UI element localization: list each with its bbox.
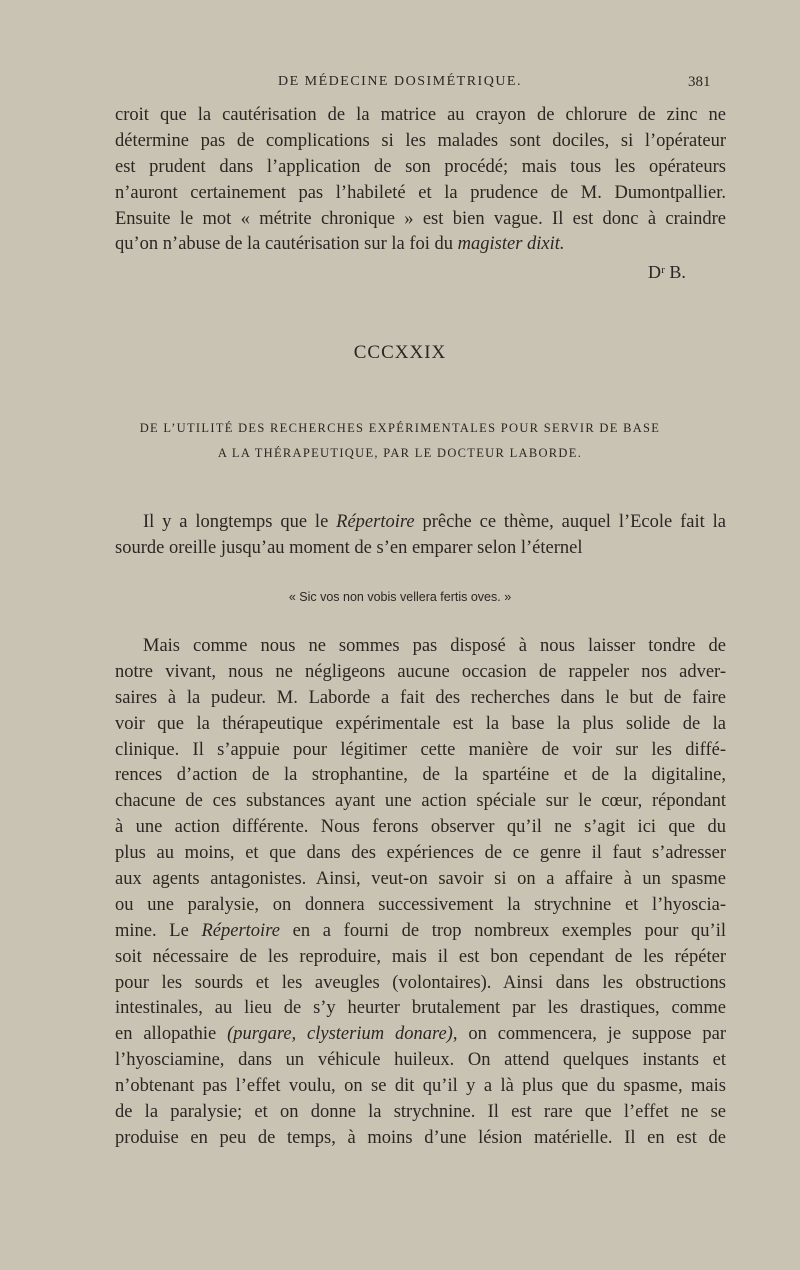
text-line [115, 919, 726, 945]
text-line: Ensuite le mot « métrite chronique » est bien vague. Il est donc à craindre [115, 208, 726, 229]
article-title-line: A LA THÉRAPEUTIQUE, PAR LE DOCTEUR LABORDE. [217, 446, 583, 460]
intro-paragraph [115, 103, 726, 258]
paragraph-2 [115, 634, 726, 1152]
text-line: pour les sourds et les aveugles (volontaires). Ainsi dans les obstructions [115, 972, 726, 993]
text-line: plus au moins, et que dans des expériences de ce genre il faut s’adresser [115, 843, 726, 864]
text-fragment: mine. Le [115, 920, 202, 941]
text-line [115, 1022, 726, 1048]
text-line: rences d’action de la strophantine, de la spartéine et de la digitaline, [115, 765, 726, 786]
text-line: croit que la cautérisation de la matrice au crayon de chlorure de zinc ne [115, 105, 726, 125]
text-line: ou une paralysie, on donnera successivement la strychnine et l’hyoscia- [115, 894, 726, 915]
italic-text: Répertoire [336, 512, 415, 532]
text-line: Mais comme nous ne sommes pas disposé à nous laisser tondre de [143, 636, 726, 656]
text-line [115, 510, 726, 536]
signature: Dʳ B. [648, 262, 686, 282]
text-line: notre vivant, nous ne négligeons aucune occasion de rappeler nos adver- [115, 661, 726, 682]
text-line: intestinales, au lieu de s’y heurter brutalement par les drastiques, comme [115, 998, 726, 1019]
text-line: n’obtenant pas l’effet voulu, on se dit qu’il y a là plus que du spasme, mais [115, 1076, 726, 1097]
epigraph: « Sic vos non vobis vellera fertis oves. » [288, 590, 512, 604]
text-line: aux agents antagonistes. Ainsi, veut-on savoir si on a affaire à un spasme [115, 869, 726, 890]
chapter-number: CCCXXIX [353, 342, 447, 363]
text-line: soit nécessaire de les reproduire, mais il est bon cependant de les répéter [115, 946, 726, 967]
italic-text: Répertoire [201, 920, 280, 941]
text-fragment: , on commencera, je suppose par [452, 1024, 726, 1045]
text-line: est prudent dans l’application de son procédé; mais tous les opérateurs [115, 156, 726, 177]
text-line: détermine pas de complications si les malades sont dociles, si l’opérateur [115, 130, 726, 151]
text-fragment: en allopathie [115, 1024, 228, 1045]
text-line: l’hyosciamine, dans un véhicule huileux. On attend quelques instants et [115, 1050, 726, 1071]
text-fragment: en a fourni de trop nombreux exemples pour qu’il [279, 920, 726, 941]
text-line [115, 232, 726, 258]
text-line: sourde oreille jusqu’au moment de s’en emparer selon l’éternel [115, 537, 583, 558]
italic-text: (purgare, clysterium donare) [227, 1024, 453, 1045]
text-line: à une action différente. Nous ferons observer qu’il ne s’agit ici que du [115, 817, 726, 838]
text-line: n’auront certainement pas l’habileté et la prudence de M. Dumontpallier. [115, 182, 726, 203]
text-line: voir que la thérapeutique expérimentale est la base la plus solide de la [115, 713, 726, 734]
article-title-line: DE L’UTILITÉ DES RECHERCHES EXPÉRIMENTALES POUR SERVIR DE BASE [139, 421, 661, 435]
text-line: chacune de ces substances ayant une action spéciale sur le cœur, répondant [115, 791, 726, 812]
page-number: 381 [688, 74, 711, 90]
italic-text: magister dixit. [457, 234, 565, 255]
text-line: de la paralysie; et on donne la strychnine. Il est rare que l’effet ne se [115, 1102, 726, 1123]
paragraph-1 [115, 510, 726, 562]
article-title [0, 416, 800, 466]
text-fragment: Il y a longtemps que le [143, 512, 337, 532]
text-line: saires à la pudeur. M. Laborde a fait des recherches dans le but de faire [115, 687, 726, 708]
text-line: clinique. Il s’appuie pour légitimer cette manière de voir sur les diffé- [115, 739, 726, 760]
text-line: produise en peu de temps, à moins d’une lésion matérielle. Il en est de [115, 1127, 726, 1148]
text-fragment: qu’on n’abuse de la cautérisation sur la foi du [115, 234, 458, 255]
text-fragment: prêche ce thème, auquel l’Ecole fait la [414, 512, 726, 532]
running-title: DE MÉDECINE DOSIMÉTRIQUE. [278, 74, 522, 89]
